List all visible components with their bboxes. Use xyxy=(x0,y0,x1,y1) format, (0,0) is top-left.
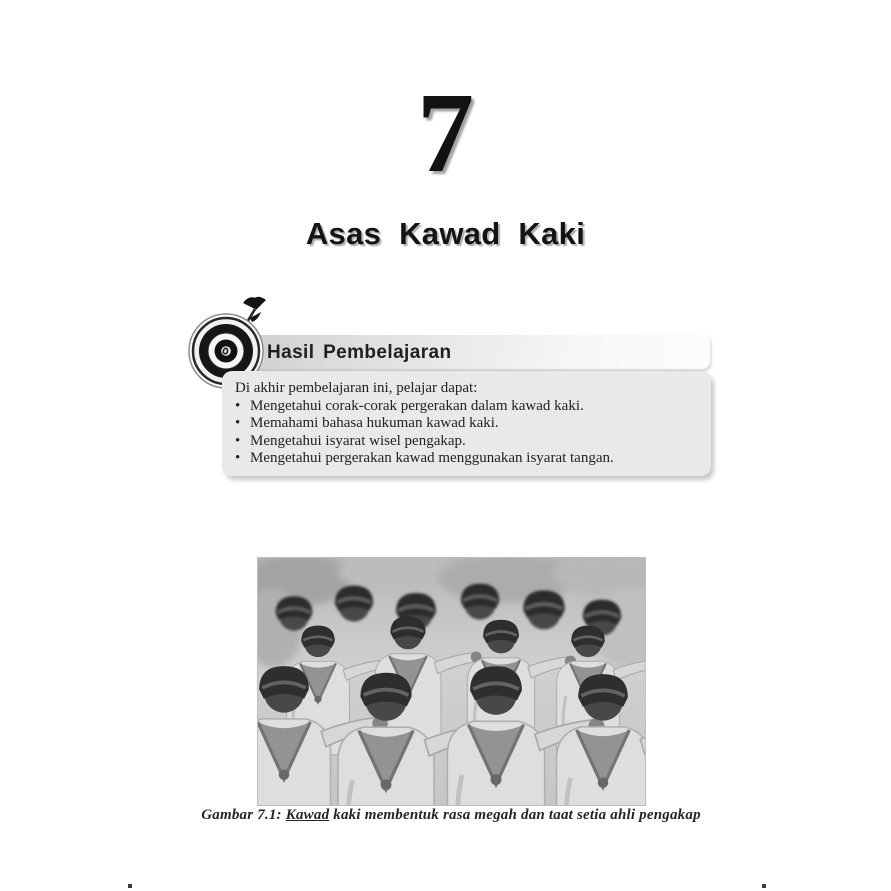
learning-outcomes-header: Hasil Pembelajaran xyxy=(267,342,452,363)
learning-outcomes-list xyxy=(235,398,697,468)
list-item xyxy=(235,398,697,416)
list-item xyxy=(235,415,697,433)
caption-word-underlined: Kawad xyxy=(285,807,330,823)
list-item-text: Mengetahui corak-corak pergerakan dalam kawad kaki. xyxy=(250,397,584,414)
figure-caption xyxy=(161,807,741,824)
caption-text: kaki membentuk rasa megah dan taat setia ahli pengakap xyxy=(333,807,701,823)
caption-label: Gambar 7.1: xyxy=(201,807,282,823)
bullet-icon: • xyxy=(235,397,241,414)
footer-dot-left xyxy=(128,884,132,888)
bullet-icon: • xyxy=(235,432,241,449)
list-item-text: Mengetahui pergerakan kawad menggunakan isyarat tangan. xyxy=(250,450,614,467)
chapter-number: 7 xyxy=(417,69,474,196)
bullet-icon: • xyxy=(235,415,241,432)
learning-outcomes-intro: Di akhir pembelajaran ini, pelajar dapat: xyxy=(235,380,478,396)
footer-dot-right xyxy=(762,884,766,888)
list-item-text: Mengetahui isyarat wisel pengakap. xyxy=(250,432,466,449)
scouts-drill-photo xyxy=(258,558,645,805)
chapter-title: Asas Kawad Kaki xyxy=(305,216,586,251)
list-item xyxy=(235,450,697,468)
learning-outcomes-box xyxy=(222,371,711,476)
list-item-text: Memahami bahasa hukuman kawad kaki. xyxy=(250,415,499,432)
learning-outcomes-header-bar xyxy=(239,334,711,371)
bullet-icon: • xyxy=(235,450,241,467)
list-item xyxy=(235,433,697,451)
